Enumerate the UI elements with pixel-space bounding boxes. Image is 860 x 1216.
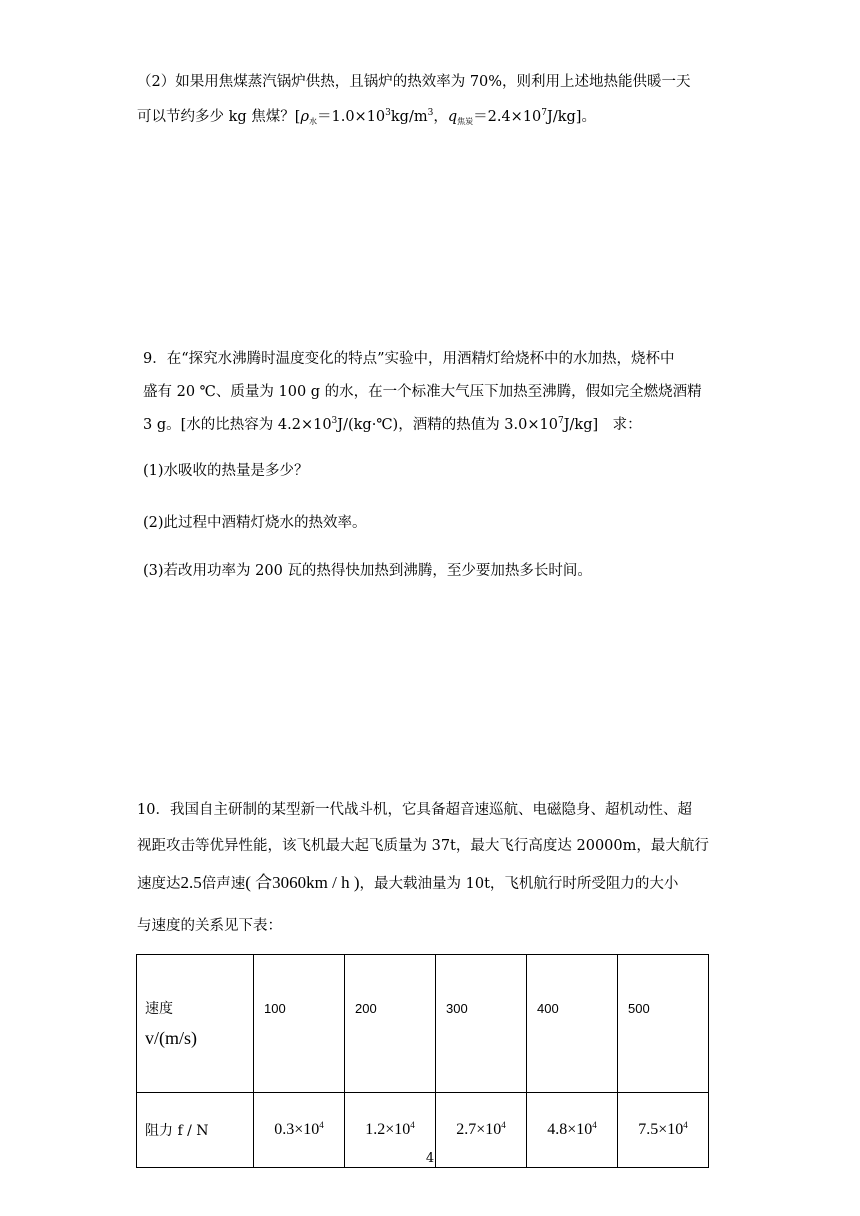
speed-cell: 500 [618, 955, 709, 1093]
resistance-header-cell: 阻力 f / N [137, 1093, 254, 1168]
q10-line1: 10．我国自主研制的某型新一代战斗机，它具备超音速巡航、电磁隐身、超机动性、超 [137, 802, 692, 818]
speed-header-unit: v/(m/s) [145, 1028, 197, 1048]
q9-sub2: (2)此过程中酒精灯烧水的热效率。 [143, 515, 367, 531]
resistance-cell: $0.3\times 10^4$ [254, 1093, 345, 1168]
speed-cell: 300 [436, 955, 527, 1093]
resistance-cell: $2.7\times 10^4$ [436, 1093, 527, 1168]
q9-line2: 盛有 20 ℃、质量为 100 g 的水，在一个标准大气压下加热至沸腾，假如完全燃烧酒精 [143, 384, 702, 400]
q10-line2: 视距攻击等优异性能，该飞机最大起飞质量为 37t，最大飞行高度达 20000m，最大航行 [137, 838, 709, 854]
q8-part2-line1: （2）如果用焦煤蒸汽锅炉供热，且锅炉的热效率为 70%，则利用上述地热能供暖一天 [137, 74, 691, 90]
table-header-row [137, 955, 709, 1093]
q9-sub1: (1)水吸收的热量是多少？ [143, 463, 309, 479]
q9-sub3: (3)若改用功率为 200 瓦的热得快加热到沸腾，至少要加热多长时间。 [143, 563, 592, 579]
speed-header-label: 速度 [145, 1001, 173, 1017]
speed-cell: 100 [254, 955, 345, 1093]
q9-line3: 3 g。[水的比热容为 $4.2\times 10^3J/(kg\cdot℃)$，酒精的热值为 $3.0\times 10^7J/kg$] 求： [143, 416, 642, 433]
speed-resistance-table [136, 954, 709, 1168]
q8-part2-line2: 可以节约多少 kg 焦煤？[$\rho_水=1.0\times 10^3kg/m^3$，$q_{焦炭}=2.4\times 10^7J/kg$]。 [137, 108, 596, 126]
resistance-cell: $1.2\times 10^4$ [345, 1093, 436, 1168]
q10-line3: 速度达2.5倍声速( 合3060km / h )，最大载油量为 10t，飞机航行时所受阻力的大小 [137, 873, 679, 892]
speed-header-cell [137, 955, 254, 1093]
resistance-cell: $7.5\times 10^4$ [618, 1093, 709, 1168]
speed-cell: 200 [345, 955, 436, 1093]
q10-line4: 与速度的关系见下表： [137, 918, 282, 934]
q9-line1: 9．在“探究水沸腾时温度变化的特点”实验中，用酒精灯给烧杯中的水加热，烧杯中 [143, 351, 675, 367]
speed-cell: 400 [527, 955, 618, 1093]
resistance-cell: $4.8\times 10^4$ [527, 1093, 618, 1168]
page-number: 4 [425, 1151, 435, 1166]
